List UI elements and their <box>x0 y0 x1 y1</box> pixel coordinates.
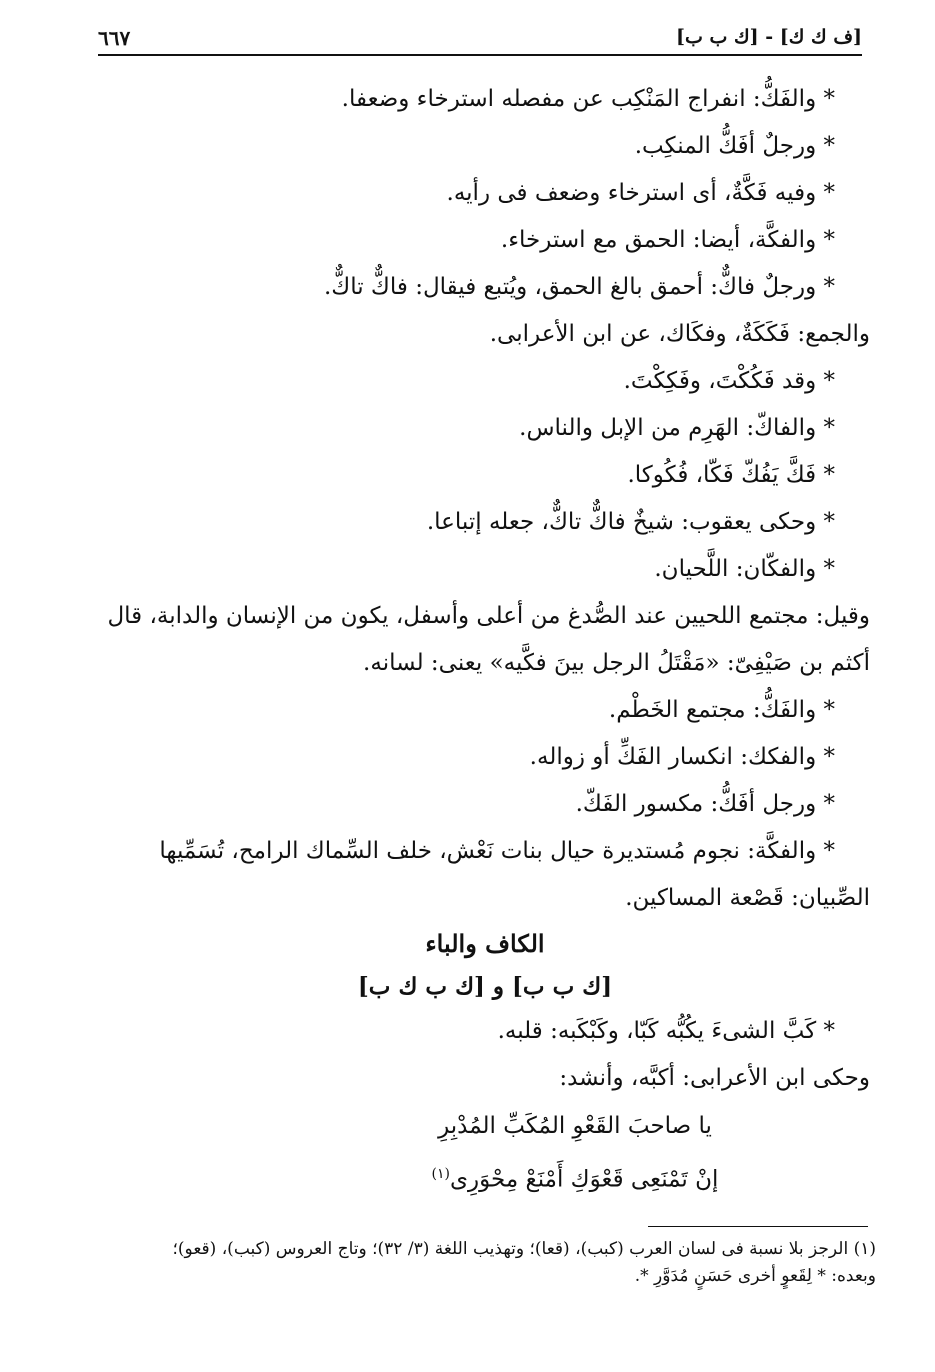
entry-paragraph: * والفكَّة: نجوم مُستديرة حيال بنات نَعْش، خلف السِّماك الرامح، تُسَمِّيها الصِّبيان: قَصْعة المساكين. <box>159 838 870 911</box>
verse-line-2 <box>100 1150 870 1204</box>
entry-line: * وفيه فَكَّةٌ، أى استرخاء وضعف فى رأيه. <box>446 180 835 206</box>
entry-line: * ورجل أفَكُّ: مكسور الفَكّ. <box>575 791 835 817</box>
entry-line: والجمع: فَكَكَةٌ، وفكَاك، عن ابن الأعرابى. <box>489 321 870 347</box>
entry-line: * وحكى يعقوب: شيخٌ فاكٌّ تاكٌّ، جعله إتباعا. <box>426 509 835 535</box>
entry-line: * والفكك: انكسار الفَكِّ أو زواله. <box>529 744 835 770</box>
entry-line: وحكى ابن الأعرابى: أكبَّه، وأنشد: <box>559 1065 870 1091</box>
entry-line: * ورجلٌ فاكٌّ: أحمق بالغ الحمق، ويُتبع فيقال: فاكٌّ تاكٌّ. <box>323 274 835 300</box>
footnotes <box>96 1226 876 1290</box>
page-body <box>100 76 870 1204</box>
verse-text: إنْ تَمْنَعِى قَعْوَكِ أَمْنَعْ مِحْوَرِى <box>450 1166 719 1193</box>
entry-line: * والفَكُّ: انفراج المَنْكِب عن مفصله استرخاء وضعفا. <box>341 86 835 112</box>
section-title: الكاف والباء <box>425 929 545 958</box>
entry-line: * والفكَّة، أيضا: الحمق مع استرخاء. <box>500 227 835 253</box>
root-heading: [ك ب ب] و [ك ب ك ب] <box>357 973 613 1000</box>
page-number: ٦٦٧ <box>98 26 131 50</box>
running-head: [ف ك ك] - [ك ب ب] <box>676 26 862 48</box>
footnote-line: وبعده: * لِقَعوٍ أخرى حَسَنٍ مُدَوَّرِ *. <box>634 1266 876 1286</box>
verse-line-1: يا صاحبَ القَعْوِ المُكَبِّ المُدْبِرِ <box>438 1113 712 1139</box>
entry-paragraph: وقيل: مجتمع اللحيين عند الصُّدغ من أعلى وأسفل، يكون من الإنسان والدابة، قال أكثم بن صَيْفِىّ: «مَقْتَلُ الرجل بينَ فكَّيه» يعنى: لسانه. <box>107 603 870 676</box>
footnote-marker: (١) <box>431 1166 451 1182</box>
entry-line: * والفاكّ: الهَرِم من الإبل والناس. <box>519 415 835 441</box>
entry-line: * فَكَّ يَفُكّ فَكّا، فُكُوكا. <box>627 462 835 488</box>
entry-line: * كَبَّ الشىءَ يكُبُّه كَبّا، وكَبْكَبه: قلبه. <box>497 1018 835 1044</box>
entry-line: * وقد فَكُكْتَ، وفَكِكْتَ. <box>623 368 835 394</box>
entry-line: * والفَكُّ: مجتمع الخَطْم. <box>608 697 835 723</box>
entry-line: * والفكّان: اللَّحيان. <box>654 556 835 582</box>
entry-line: * ورجلٌ أفَكُّ المنكِب. <box>634 133 835 159</box>
footnote-line: (١) الرجز بلا نسبة فى لسان العرب (كبب)، (قعا)؛ وتهذيب اللغة (٣/ ٣٢)؛ وتاج العروس (كبب)، (قعو)؛ <box>172 1239 876 1259</box>
page-header <box>98 24 862 56</box>
